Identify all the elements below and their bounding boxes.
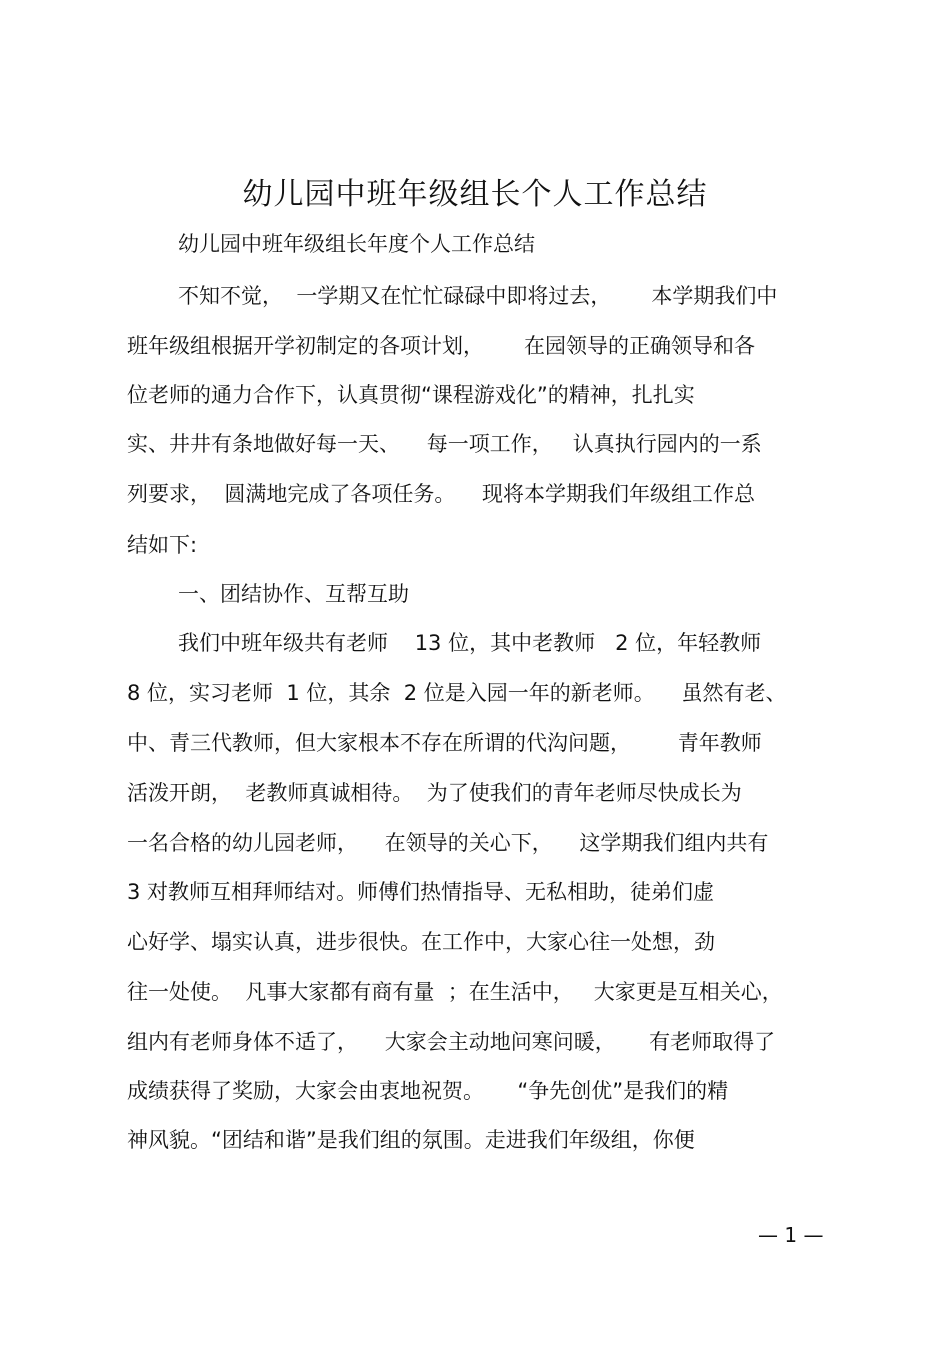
paragraph-line: 心好学、塌实认真，进步很快。在工作中，大家心往一处想，劲 — [127, 930, 715, 954]
paragraph-line: 列要求， 圆满地完成了各项任务。 现将本学期我们年级组工作总 — [127, 482, 756, 506]
paragraph-line: 实、井井有条地做好每一天、 每一项工作， 认真执行园内的一系 — [127, 432, 762, 456]
paragraph-line: 成绩获得了奖励，大家会由衷地祝贺。 “争先创优”是我们的精 — [127, 1079, 729, 1103]
paragraph-line: 我们中班年级共有老师 13 位，其中老教师 2 位，年轻教师 — [178, 631, 762, 655]
paragraph-line: 往一处使。 凡事大家都有商有量 ；在生活中， 大家更是互相关心， — [127, 980, 783, 1004]
paragraph-line: 班年级组根据开学初制定的各项计划， 在园领导的正确领导和各 — [127, 334, 756, 358]
paragraph-line: 不知不觉， 一学期又在忙忙碌碌中即将过去， 本学期我们中 — [178, 284, 778, 308]
page-number: — 1 — — [758, 1223, 824, 1247]
paragraph-line: 组内有老师身体不适了， 大家会主动地问寒问暖， 有老师取得了 — [127, 1030, 776, 1054]
paragraph-line: 8 位，实习老师 1 位，其余 2 位是入园一年的新老师。 虽然有老、 — [127, 681, 787, 705]
paragraph-line: 结如下: — [127, 533, 198, 557]
paragraph-line: 3 对教师互相拜师结对。师傅们热情指导、无私相助，徒弟们虚 — [127, 880, 715, 904]
document-title: 幼儿园中班年级组长个人工作总结 — [242, 177, 708, 212]
paragraph-line: 一名合格的幼儿园老师， 在领导的关心下， 这学期我们组内共有 — [127, 831, 769, 855]
subtitle: 幼儿园中班年级组长年度个人工作总结 — [178, 232, 535, 256]
paragraph-line: 神风貌。“团结和谐”是我们组的氛围。走进我们年级组，你便 — [127, 1128, 695, 1152]
paragraph-line: 位老师的通力合作下，认真贯彻“课程游戏化”的精神，扎扎实 — [127, 383, 695, 407]
paragraph-line: 中、青三代教师，但大家根本不存在所谓的代沟问题， 青年教师 — [127, 731, 762, 755]
section-heading: 一、团结协作、互帮互助 — [178, 582, 409, 606]
paragraph-line: 活泼开朗， 老教师真诚相待。 为了使我们的青年老师尽快成长为 — [127, 781, 742, 805]
